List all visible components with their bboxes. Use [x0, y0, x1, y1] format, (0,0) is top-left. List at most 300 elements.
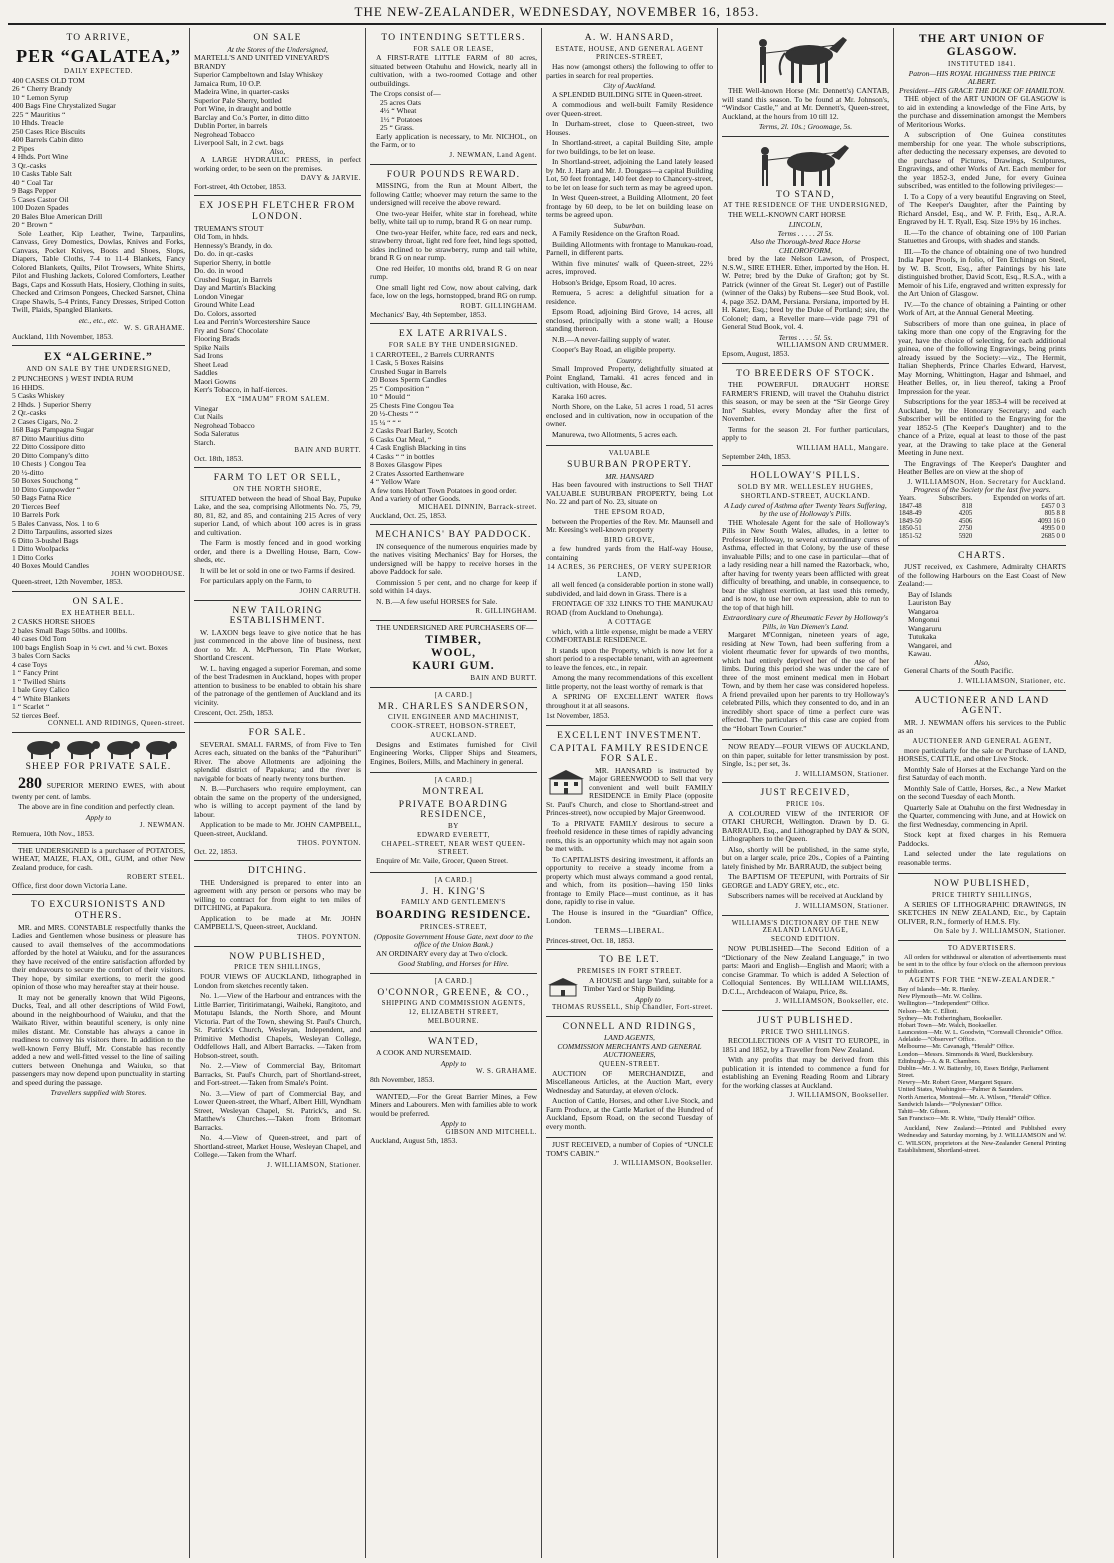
ad-date: Fort-street, 4th October, 1853. — [194, 181, 287, 191]
ad-city: AUCKLAND. — [430, 731, 477, 740]
ad-algerine — [12, 346, 185, 592]
ad-subtitle: AUCTIONEER AND GENERAL AGENT, — [912, 736, 1052, 745]
ad-connell-ridings — [546, 1017, 713, 1138]
ad-body: Among the many recommendations of this excellent little property, not the least worthy of remark is that — [546, 673, 713, 691]
horse-name: CHLOROFORM, — [778, 245, 833, 255]
list-item: 16 HHDS. — [12, 382, 45, 392]
ad-body: FRONTAGE OF 332 LINKS TO THE MANUKAU ROAD (from Auckland to Onehunga). — [546, 599, 713, 617]
ad-oconnor — [370, 974, 537, 1032]
list-item: Maori Gowns — [194, 376, 236, 386]
list-item: 25 acres Oats — [380, 97, 421, 107]
list-item: Lea and Perrin's Worcestershire Sauce — [194, 317, 311, 327]
item-list — [12, 375, 185, 571]
list-item: 10 Ditto Gunpowder “ — [12, 484, 81, 494]
list-item: Wangarei, and — [908, 640, 952, 650]
list-item: London Vinegar — [194, 291, 244, 301]
ad-paddock — [370, 525, 537, 621]
ad-body: W. L. having engaged a superior Foreman, and some of the best Tradesmen in Auckland, hopes with proper attention to business to be enabled to obtain his share of the patronage of the gentlemen of Auckland and its vicinity. — [194, 663, 361, 707]
ad-heading: TO EXCURSIONISTS AND OTHERS. — [30, 900, 167, 922]
ad-heading: CHARTS. — [958, 550, 1006, 561]
ad-body: Monthly Sale of Cattle, Horses, &c., a New Market on the second Tuesday of each Month. — [898, 783, 1066, 802]
item-list — [370, 99, 537, 133]
ad-body: Building Allotments with frontage to Manukau-road, Parnell, in different parts. — [546, 239, 713, 258]
section-label: City of Auckland. — [603, 81, 656, 91]
ad-joseph-fletcher — [194, 196, 361, 468]
list-item: 25 “ Grass. — [380, 123, 414, 133]
item-list — [12, 77, 185, 230]
ad-signature: BAIN AND BURTT. — [294, 446, 361, 455]
ad-city: MELBOURNE. — [427, 1016, 480, 1025]
ad-office: Office, first door down Victoria Lane. — [12, 880, 128, 890]
list-item: 2 CASKS HORSE SHOES — [12, 617, 95, 627]
card-label: [A CARD.] — [434, 875, 473, 884]
ad-body: JUST RECEIVED, a number of Copies of “UNCLE TOM'S CABIN.” — [546, 1140, 713, 1158]
list-item: Bay of Islands—Mr. R. Hanley. — [898, 986, 980, 994]
list-item: Tahiti—Mr. Gibson. — [898, 1107, 950, 1115]
table-cell: £457 0 3 — [1041, 502, 1065, 510]
list-item: 4½ “ Wheat — [380, 106, 417, 116]
ad-body: A Family Residence on the Grafton Road. — [552, 229, 680, 239]
ad-body: THE UNDERSIGNED ARE PURCHASERS OF— — [376, 622, 534, 632]
ad-heading: WANTED, — [428, 1036, 479, 1047]
ad-subtitle: ON THE NORTH SHORE, — [233, 484, 322, 493]
ad-heading: EX JOSEPH FLETCHER FROM LONDON. — [199, 201, 356, 223]
ad-heading: NEW TAILORING ESTABLISHMENT. — [229, 605, 326, 627]
list-item: Superior Pale Sherry, bottled — [194, 95, 282, 105]
ad-subtitle: At the Stores of the Undersigned, — [227, 44, 328, 54]
table-cell: 4093 16 0 — [1037, 517, 1065, 525]
ad-heading: JUST RECEIVED, — [760, 788, 851, 799]
ad-body: A SERIES OF LITHOGRAPHIC DRAWINGS, IN SKETCHES IN NEW ZEALAND, Etc., by Captain OLIVER, R.N., formerly of H.M.S. Fly. — [898, 899, 1066, 926]
ad-body: The above are in fine condition and perfectly clean. — [18, 802, 175, 812]
ad-late-arrivals — [370, 324, 537, 525]
section-label: Country. — [616, 355, 643, 365]
ad-body: No. 1.—View of the Harbour and entrances with the Little Barrier, Tiritirimatangi, Waiheki, Rangitoto, and Motutapu Islands, the North Shore, and Mount Victoria. Part of the Town, shewing St. Paul's Church, St. Patrick's Church, Wesleyan, Independent, and Primitive Methodist Chapels, Wesleyan College, Oddfellows Hall, and Albert Barracks. —Taken from Hobson-street, south. — [194, 991, 361, 1060]
table-cell: 1849-50 — [899, 517, 922, 525]
ad-suburban-property — [546, 446, 713, 726]
ad-heading: TO INTENDING SETTLERS. — [381, 33, 526, 43]
ad-body: MISSING, from the Run at Mount Albert, the following Cattle; whoever may return the same to the undersigned will receive the above reward. — [370, 181, 537, 208]
list-item: 1 Cask, 5 Boxes Raisins — [370, 358, 444, 368]
list-item: 20 “ Brown “ — [12, 220, 53, 230]
ad-note: (Opposite Government House Gate, next door to the office of the Union Bank.) — [373, 931, 533, 950]
ad-body: THE UNDERSIGNED is a purchaser of POTATOES, WHEAT, MAIZE, FLAX, OIL, GUM, and other New Zealand produce, for cash. — [12, 845, 185, 872]
ad-heading: MECHANICS' BAY PADDOCK. — [375, 530, 532, 541]
ad-body: Designs and Estimates furnished for Civil Engineering Works, Clipper Ships and Steamers, Engines, Boilers, Mills, and Machinery in general. — [370, 739, 537, 766]
ad-address: PRINCES-STREET, — [419, 923, 487, 932]
horse-illustration — [751, 33, 861, 85]
ad-signature: J. NEWMAN. — [139, 821, 185, 830]
ad-montreal — [370, 773, 537, 873]
item-list — [12, 618, 185, 720]
ad-body: A COLOURED VIEW of the INTERIOR OF OTAKI CHURCH, Wellington. Drawn by D. G. BARRAUD, Esq., and Lithographed by DAY & SON, Lithographers to the Queen. — [722, 808, 889, 844]
ad-body: Sole Leather, Kip Leather, Twine, Tarpaulins, Canvass, Grey Domestics, Dowlas, Knives and Forks, Canvass, Pocket Knives, Boots and Shoes, Slops, Diapers, Table Cloths, 7-4 to 11-4 Blankets, Fancy Colored Blankets, Quilts, Pilot Trowsers, White Shirts, Pilot and Flushing Jackets, Colored Comforters, Leather Bags, Caps and Kossuth Hats, Hosiery, Clothing in suits, Checked and Crimson Pongees, Checked Sarsnet, China Crape Shawls, 5-4 Prints, Fancy Dresses, Striped Cotton Twill, Plaids, Spangled Blankets. — [12, 228, 185, 315]
ad-body: It will be let or sold in one or two Farms if desired. — [200, 565, 356, 575]
item-list — [370, 634, 537, 673]
list-item: TIMBER, — [425, 634, 482, 647]
table-cell: 1850-51 — [899, 525, 922, 533]
ad-subtitle: EX “IMAUM” FROM SALEM. — [225, 394, 330, 403]
ad-body: Commission 5 per cent, and no charge for keep if sold within 14 days. — [370, 577, 537, 596]
ad-body: W. LAXON begs leave to give notice that he has just commenced in the above line of business, next door to Mr. A. McPherson, Tin Plate Worker, Shortland Crescent. — [194, 627, 361, 663]
ad-body: A HOUSE and large Yard, suitable for a Timber Yard or Ship Building. — [583, 975, 713, 994]
ad-signature: JOHN CARRUTH. — [299, 586, 361, 595]
ad-body: It may not be generally known that Wild Pigeons, Ducks, Teal, and all other descriptions of Wild Fowl, abound in the neighbourhood of Waiuku, and that the Waikato River, within beautiful scenery, is only nine miles distant. Mr. Constable has always a canoe in readiness to convey his visitors there. In addition to the well-known Ferry Bluff, Mr. Constable has recently added a new and well-fitted vessel to the line of sailing cutters between Onehunga and Waiuku, so that passengers may now depend upon punctuality in starting and speed during the passage. — [12, 992, 185, 1087]
ad-heading: TO ARRIVE, — [66, 33, 131, 43]
ad-heading: NOW PUBLISHED, — [933, 879, 1031, 890]
ad-also: Also, — [974, 657, 990, 667]
ad-advertisers — [898, 941, 1066, 1160]
ad-body: The Engravings of The Keeper's Daughter and Heather Belles are on view at the shop of — [898, 458, 1066, 477]
item-list — [370, 351, 537, 504]
list-item: Sandwich Islands—“Polynesian” Office. — [898, 1100, 1003, 1108]
ad-body: Subscribers names will be received at Auckland by — [728, 891, 883, 901]
table-header-row — [898, 495, 1066, 503]
list-item: 22 Ditto Cossipore ditto — [12, 442, 86, 452]
list-item: Melbourne—Mr. Cavanagh, “Herald” Office. — [898, 1043, 1015, 1051]
list-item: Edinburgh—A. & R. Chambers. — [898, 1057, 981, 1065]
ad-heading: EXCELLENT INVESTMENT. — [557, 730, 702, 741]
list-item: 6 Casks Oat Meal, “ — [370, 434, 432, 444]
list-item: Newry—Mr. Robert Greer, Margaret Square. — [898, 1079, 1014, 1087]
list-item: 1 CARROTEEL, 2 Barrels CURRANTS — [370, 349, 495, 359]
ad-note: Extraordinary cure of Rheumatic Fever by Holloway's Pills, in Van Diemen's Land. — [722, 613, 889, 631]
list-item: Negrohead Tobacco — [194, 420, 255, 430]
ad-body: SUPERIOR MERINO EWES, with about twenty per cent. of lambs. — [12, 780, 185, 801]
ad-barrier-mines — [370, 1090, 537, 1149]
ad-cottage: A COTTAGE — [607, 618, 652, 627]
house-illustration — [546, 769, 586, 795]
list-item: 8 Boxes Glasgow Pipes — [370, 460, 442, 470]
list-item: Superior Campbeltown and Islay Whiskey — [194, 70, 323, 80]
table-cell: 4995 0 0 — [1041, 525, 1065, 533]
ad-heading: NOW PUBLISHED, — [229, 951, 326, 962]
ad-body: Application to be made to Mr. JOHN CAMPBELL, Queen-street, Auckland. — [194, 820, 361, 838]
list-item: 40 “ Coal Tar — [12, 177, 53, 187]
ad-subtitle: AND ON SALE BY THE UNDERSIGNED, — [26, 365, 171, 374]
ad-heading: TO BREEDERS OF STOCK. — [736, 368, 875, 379]
ad-auctioneer — [898, 691, 1066, 875]
ad-body: A subscription of One Guinea constitutes membership for one year. The whole subscriptions, after deducting the necessary expenses, are devoted to the purchase of Pictures, Drawings, Sculptures, Engravings, and other Works of Art. Each member for the year 1852-3, ended June, for every Guinea subscribed, was entitled to the following privileges:— — [898, 130, 1066, 191]
list-item: 5 Bales Canvass, Nos. 1 to 6 — [12, 518, 99, 528]
ad-settlers — [370, 28, 537, 165]
ad-investment — [546, 726, 713, 950]
list-item: 2 bales Small Bags 50lbs. and 100lbs. — [12, 625, 128, 635]
ad-date: Epsom, August, 1853. — [722, 349, 790, 359]
ad-signature: BAIN AND BURTT. — [470, 674, 537, 683]
ad-body: Land selected under the late regulations on reasonable terms. — [898, 849, 1066, 867]
list-item: 2 Pipes — [12, 143, 35, 153]
list-item: 2 PUNCHEONS } WEST INDIA RUM — [12, 374, 134, 384]
list-item: Day and Martin's Blacking — [194, 283, 276, 293]
ad-body: Quarterly Sale at Otahuhu on the first Wednesday in the Quarter, commencing with June, and at Howick on the first Wednesday, commencing in April. — [898, 802, 1066, 829]
agents-list — [898, 986, 1066, 1122]
ad-date: Mechanics' Bay, 4th September, 1853. — [370, 309, 487, 319]
ad-subtitle: ESTATE, HOUSE, AND GENERAL AGENT — [555, 44, 704, 53]
ad-lithographic — [898, 874, 1066, 941]
ad-excursionists — [12, 895, 185, 1101]
list-item: Hennessy's Brandy, in do. — [194, 240, 273, 250]
ad-heading: VALUABLE — [608, 449, 651, 458]
ad-charts — [898, 546, 1066, 691]
ad-heading: TO ADVERTISERS. — [947, 943, 1017, 952]
list-item: Do. Colors, assorted — [194, 308, 257, 318]
ad-reward — [370, 165, 537, 324]
ad-hansard — [546, 28, 713, 446]
ad-heading: FARM TO LET OR SELL, — [213, 473, 342, 484]
ad-art-union — [898, 28, 1066, 546]
list-item: 1 Ditto Woolpacks — [12, 544, 69, 554]
list-item: Crushed Sugar, in Barrels — [194, 274, 273, 284]
ad-subtitle: LAND AGENTS, — [604, 1033, 655, 1043]
progress-table — [898, 495, 1066, 541]
list-item: United States, Washington—Palmer & Saunders. — [898, 1086, 1024, 1094]
ad-body: The BAPTISM OF TE'EPUNI, with Portraits of Sir GEORGE and LADY GREY, etc., etc. — [722, 872, 889, 890]
ad-subtitle: INSTITUTED 1841. — [948, 59, 1016, 68]
ad-heading: WILLIAMS'S DICTIONARY OF THE NEW ZEALAND LANGUAGE, — [731, 918, 880, 935]
ad-signature: THOS. POYNTON. — [297, 932, 361, 941]
ad-body: A COOK AND NURSEMAID. — [376, 1048, 472, 1058]
ad-signature: ROBERT STEEL. — [126, 873, 185, 882]
table-cell: 5920 — [958, 532, 973, 540]
ad-subtitle: MR. HANSARD — [605, 471, 654, 481]
ad-signature: JOHN WOODHOUSE. — [111, 569, 185, 578]
list-item: Sad Irons — [194, 351, 223, 361]
ad-apply: Apply to — [85, 812, 112, 822]
ad-for-sale — [194, 723, 361, 861]
ad-body: Small Improved Property, delightfully situated at Point England, Tamaki. 41 acres fenced and in cultivation, with House, &c. — [546, 364, 713, 391]
ad-body: One red Heifer, 10 months old, brand R G on near rump. — [370, 263, 537, 282]
item-list — [898, 591, 1066, 659]
ad-ditching — [194, 861, 361, 946]
ad-address: COOK-STREET, HOBSON-STREET, — [390, 722, 517, 731]
ad-now-ready — [722, 740, 889, 783]
ad-body: N. B.—Purchasers who require employment, can obtain the same on the property of the undersigned, who is willing to accept payment of the land by labour. — [194, 784, 361, 819]
ad-body: To CAPITALISTS desiring investment, it affords an opportunity to receive a steady income from a property which must always command a good rental, and which, from its position—having 150 links frontage to Emily Place—must continue, as it has done, rapidly to rise in value. — [546, 854, 713, 907]
ad-signature: THOMAS RUSSELL, Ship Chandler, Fort-street. — [551, 1003, 713, 1012]
card-label: [A CARD.] — [434, 776, 473, 785]
table-cell: 818 — [962, 502, 973, 510]
list-item: 20 Tierces Beef — [12, 501, 60, 511]
ad-heading: ON SALE — [253, 33, 302, 43]
ad-body: Stock kept at fixed charges in his Remuera Paddocks. — [898, 830, 1066, 848]
masthead: THE NEW-ZEALANDER, WEDNESDAY, NOVEMBER 16, 1853. — [8, 4, 1106, 25]
ad-body: THE Undersigned is prepared to enter into an agreement with any person or persons who may be willing to contract for from eight to ten miles of DITCHING, at Papakura. — [194, 877, 361, 913]
ad-dictionary — [722, 916, 889, 1011]
table-cell: 1851-52 — [899, 532, 922, 540]
ad-body: Remuera, 5 acres: a delightful situation for a residence. — [546, 288, 713, 306]
ad-body: A SPLENDID BUILDING SITE in Queen-street. — [552, 89, 703, 99]
ad-body: A LARGE HYDRAULIC PRESS, in perfect working order, to be seen on the premises. — [194, 155, 361, 173]
list-item: Mongonui — [908, 615, 940, 625]
list-item: 4 case Toys — [12, 659, 48, 669]
ad-subtitle: FAMILY AND GENTLEMEN'S — [401, 898, 506, 907]
columns — [8, 28, 1106, 1558]
ad-note: A Lady cured of Asthma after Twenty Years Suffering, by the use of Holloway's Pills. — [724, 500, 887, 519]
ad-address: PRINCES-STREET, — [595, 53, 663, 62]
list-item: 50 Bags Patna Rice — [12, 493, 72, 503]
ad-sanderson — [370, 688, 537, 773]
horse-illustration — [751, 142, 861, 188]
ad-road: THE EPSOM ROAD, — [593, 507, 666, 516]
list-item: 2 Cases Cigars, No. 2 — [12, 416, 78, 426]
ad-body: The Farm is mostly fenced and in good working order, and there is a Dwelling House, Barn, Cow-sheds, etc. — [194, 538, 361, 565]
privilege-item: II.—To the chance of obtaining one of 100 Parian Statuettes and Groups, with shades and stands. — [898, 227, 1066, 246]
ad-body: N.B.—A never-failing supply of water. — [552, 334, 671, 344]
ad-body: North Shore, on the Lake, 51 acres 1 road, 51 acres enclosed and in cultivation, now in occupation of the owner. — [546, 402, 713, 429]
list-item: Crushed Sugar in Barrels — [370, 366, 447, 376]
list-item: Kerr's Tobacco, in half-tierces. — [194, 385, 288, 395]
ad-apply: Apply to — [440, 1058, 467, 1068]
column-2 — [190, 28, 366, 1558]
column-3 — [366, 28, 542, 1558]
list-item: 52 tierces Beef. — [12, 710, 60, 720]
list-item: 4 “ Yellow Ware — [370, 477, 420, 487]
ad-body: THE Well-known Horse (Mr. Dennett's) CANTAB, will stand this season. To be found at Mr. Johnson's, “Windsor Castle,” and at Mr. Dennett's, Queen-street, Auckland, at the hours from 10 till 12. — [722, 86, 889, 121]
ad-signature: J. WILLIAMSON, Stationer. — [795, 769, 889, 778]
list-item: Cut Nails — [194, 412, 223, 422]
ad-heading: CONNELL AND RIDINGS, — [562, 1021, 697, 1032]
list-item: 10 Casks Table Salt — [12, 169, 72, 179]
ad-body: THE object of the ART UNION OF GLASGOW is to aid in extending a knowledge of the Fine Arts, by the purchase and dissemination amongst the Members of Meritorious Works. — [898, 94, 1066, 129]
table-row — [898, 503, 1066, 511]
ad-date: Auckland, 11th November, 1853. — [12, 331, 114, 341]
ad-title: MR. CHARLES SANDERSON, — [378, 701, 529, 712]
ad-body: It stands upon the Property, which is now let for a short period to a respectable tenant, with an agreement to leave the fences, etc., in repair. — [546, 645, 713, 672]
ad-body: SEVERAL SMALL FARMS, of from Five to Ten Acres each, situated on the banks of the “Pahurihuri” River. The above Allotments are adjoining the splendid district of Papakura; and the river is navigable for boats of nearly twenty tons burthen. — [194, 739, 361, 783]
ad-body: SITUATED between the head of Shoal Bay, Pupuke Lake, and the sea, comprising Allotments No. 75, 79, 80, 81, 82, and 85, and containing 215 Acres of very superior Land, of which about 100 acres is in grass and cultivation. — [194, 493, 361, 537]
list-item: 2 Casks Pearl Barley, Scotch — [370, 426, 458, 436]
list-item: 15 ¼ “ “ “ — [370, 417, 401, 427]
ad-body: For particulars apply on the Farm, to — [200, 576, 312, 586]
ad-signature: DAVY & JARVIE. — [300, 174, 361, 183]
ad-signature: J. WILLIAMSON, Stationer, etc. — [957, 676, 1066, 685]
ad-body: A FIRST-RATE LITTLE FARM of 80 acres, situated between Otahuhu and Howick, nearly all in cultivation, with a two-roomed Cottage and other outbuildings. — [370, 53, 537, 88]
ad-body: With any profits that may be derived from this publication it is intended to commence a fund for establishing an Evening Reading Room and Library for the working classes at Auckland. — [722, 1055, 889, 1090]
ad-body: MR. and MRS. CONSTABLE respectfully thanks the Ladies and Gentlemen whose business or pleasure has caused to avail themselves of the accommodations afforded by the hotel at Waiuku, and for the assurances they have received of the entire satisfaction afforded by their endeavours to secure the comfort of their visitors. They hope, by similar exertions, to merit the good opinion of those who may hereafter stay at their house. — [12, 922, 185, 992]
ad-subtitle: DAILY EXPECTED. — [63, 66, 134, 75]
list-item: Lauriston Bay — [908, 598, 952, 608]
column-4 — [542, 28, 718, 1558]
card-label: [A CARD.] — [434, 690, 473, 699]
ad-date: Remuera, 10th Nov., 1853. — [12, 829, 94, 839]
ad-signature: MICHAEL DINNIN, Barrack-street. — [418, 502, 537, 511]
ad-address: 12, ELIZABETH STREET, — [408, 1008, 499, 1017]
ad-title: MONTREAL — [422, 787, 485, 798]
list-item: 4 Casks “ “ in bottles — [370, 451, 435, 461]
ad-body: AUCTION OF MERCHANDIZE, and Miscellaneous Articles, at the Auction Mart, every Wednesday and Saturday, at eleven o'clock. — [546, 1068, 713, 1095]
ad-body: THE WELL-KNOWN CART HORSE — [728, 209, 846, 219]
list-item: Jamaica Rum, 10 O.P. — [194, 78, 262, 88]
list-item: TRUEMAN'S STOUT — [194, 223, 264, 233]
table-cell: 805 8 8 — [1044, 510, 1065, 518]
ad-body: Subscriptions for the year 1853-4 will be received at Auckland, by the Honorary Secretary; and each Subscriber will be entitled to the Engraving for the year 1852-5 (The Keeper's Daughter) and to the chance of a Prize, equal at least to those of the past year, at the Drawing to take place at the General Meeting in June next. — [898, 397, 1066, 458]
ad-signature: GIBSON AND MITCHELL. — [445, 1127, 537, 1136]
ad-body: Within five minutes' walk of Queen-street, 22½ acres, improved. — [546, 258, 713, 277]
ad-signature: J. WILLIAMSON, Stationer. — [267, 1160, 361, 1169]
ad-price: PRICE TWO SHILLINGS. — [760, 1027, 851, 1036]
list-item: Dublin—Mr. J. W. Battersby, 10, Essex Bridge, Parliament Street. — [898, 1064, 1049, 1080]
ad-heading: JUST PUBLISHED. — [757, 1015, 854, 1026]
ad-body: In Shortland-street, adjoining the Land lately leased by Mr. J. Harp and Mr. J. Dougass—a capital Building Lot, 50 feet frontage, 140 feet deep to Chancery-street, to be let on lease for such term as may be agreed upon. — [546, 157, 713, 192]
ad-price: PRICE THIRTY SHILLINGS, — [932, 890, 1032, 899]
ad-body: Enquire of Mr. Vaile, Grocer, Queen Street. — [376, 856, 508, 866]
ad-body: N. B.—A few useful HORSES for Sale. — [376, 596, 498, 606]
table-body — [898, 503, 1066, 541]
table-header: Subscribers. — [938, 494, 973, 502]
list-item: 6 Ditto 3-bushel Bags — [12, 535, 79, 545]
ad-subtitle: SHIPPING AND COMMISSION AGENTS, — [381, 999, 526, 1008]
list-item: 4 “ White Blankets — [12, 693, 70, 703]
list-item: 400 Barrels Cabin ditto — [12, 135, 84, 145]
ad-body: IN consequence of the numerous enquiries made by the natives visiting Mechanics' Bay for Horses, the undersigned will be happy to receive horses in the above Paddock for sale. — [370, 541, 537, 577]
list-item: 10 Barrels Pork — [12, 510, 60, 520]
list-item: 4 Hhds. Port Wine — [12, 152, 69, 162]
list-item: Sydney—Mr. Fotheringham, Bookseller. — [898, 1014, 1003, 1022]
list-item: And a variety of other Goods. — [370, 494, 461, 504]
ad-uncle-toms-cabin — [546, 1138, 713, 1172]
ad-heading: ON SALE. — [72, 596, 125, 607]
ad-body: MR. J. NEWMAN offers his services to the Public as an — [898, 717, 1066, 736]
ad-heading: TO STAND, — [776, 189, 835, 200]
list-item: Do. do. in qr.-casks — [194, 249, 254, 259]
table-cell: 1847-48 — [899, 502, 922, 510]
ad-body: Terms for the season 2l. For further particulars, apply to — [722, 424, 889, 443]
ad-date: September 24th, 1853. — [722, 451, 791, 461]
table-row — [898, 525, 1066, 533]
ad-body: Margaret M'Connigan, nineteen years of age, residing at New Town, had been suffering from a violent rheumatic fever for upwards of two months, which had entirely deprived her of the use of her limbs. During this period she was under the care of three of the most eminent medical men in Hobart Town, and by them her case was considered hopeless. A friend prevailed upon her parents to try Holloway's celebrated Pills, which they consented to do, and in an incredibly short space of time a perfect cure was effected. The particulars of this case are copied from the “Hobart Town Courier.” — [722, 630, 889, 733]
list-item: Vinegar — [194, 403, 219, 413]
table-row — [898, 518, 1066, 526]
ad-body: which, with a little expense, might be made a VERY COMFORTABLE RESIDENCE. — [546, 626, 713, 645]
ad-signature: On Sale by J. WILLIAMSON, Stationer. — [933, 927, 1066, 936]
table-header: Expended on works of art. — [993, 494, 1065, 502]
ad-body: THE Wholesale Agent for the sale of Holloway's Pills in New South Wales, alludes, in a letter to Professor Holloway, to several extraordinary cures of Asthma, effected in that Colony, by the use of these invaluable Pills; and to one case in particular—that of a lady residing near a hill named the Razorback, who, after having for twenty years been afflicted with great difficulty of breathing, and unable, in consequence, to bear the slightest exertion, at last used this remedy, and is now, to use her own expression, able to run to the top of that high hill. — [722, 517, 889, 612]
column-1 — [8, 28, 190, 1558]
ad-date: Auckland, August 5th, 1853. — [370, 1135, 458, 1145]
ad-body: bred by the late Nelson Lawson, of Prospect, N.S.W., SIRE ETHER. Ether, imported by the Hon. H. W. Petre; bred by the Duke of Grafton; got by St. Patrick (winner of the Great St. Leger) out of Pastille (winner of the Oaks) by Rubens—see Stud Book, vol. 4, page 352. DAM, Persiana. Persiana, imported by H. H. Kater, Esq.; bred by the Duke of Portland; sire, the Colonel; dam, a Reveller mare—vide page 791 of General Stud Book, vol. 4. — [722, 254, 889, 332]
list-item: Launceston—Mr. W. L. Goodwin, “Cornwall Chronicle” Office. — [898, 1029, 1063, 1037]
list-item: 400 Bags Fine Chrystalized Sugar — [12, 101, 116, 111]
ad-king — [370, 873, 537, 974]
ad-patron: Patron—HIS ROYAL HIGHNESS THE PRINCE ALBERT. — [908, 68, 1056, 87]
ad-signature: J. WILLIAMSON, Bookseller. — [613, 1159, 713, 1168]
ad-subtitle: CIVIL ENGINEER AND MACHINIST, — [388, 713, 519, 722]
ad-just-received — [722, 783, 889, 915]
ad-body: WANTED,—For the Great Barrier Mines, a Few Miners and Labourers. Men with families able to work would be preferred. — [370, 1091, 537, 1118]
ad-heading: TO BE LET. — [599, 955, 660, 966]
ad-heading: AUCTIONEER AND LAND AGENT. — [914, 695, 1050, 717]
ad-steel — [12, 844, 185, 896]
ad-date: Oct. 18th, 1853. — [194, 453, 244, 463]
ad-body: No. 4.—View of Queen-street, and part of Shortland-street, Market House, Wesleyan Chapel, and College.—Taken from the Wharf. — [194, 1133, 361, 1160]
table-title: Progress of the Society for the last five years. — [913, 485, 1051, 495]
ad-body: No. 3.—View of part of Commercial Bay, and Lower Queen-street, the Wharf, Albert Hill, Wyndham Street, Wesleyan Chapel, St. Patrick's, and St. Matthew's Churches.—Taken from Britomart Barracks. — [194, 1088, 361, 1132]
ad-body: One small light red Cow, now about calving, dark face, low on the legs, hornstopped, brand RG on rump. — [370, 282, 537, 301]
ad-heading: FOUR POUNDS REWARD. — [386, 169, 521, 180]
ad-subtitle: EX HEATHER BELL. — [61, 608, 136, 617]
list-item: Negrohead Tobacco — [194, 129, 255, 139]
ad-date: 1st November, 1853. — [546, 711, 610, 721]
list-item: 40 Boxes Mould Candles — [12, 561, 89, 571]
ad-body: A SPRING OF EXCELLENT WATER flows throughout it at all seasons. — [546, 692, 713, 710]
ad-body: between the Properties of the Rev. Mr. Maunsell and Mr. Keesing's well-known property — [546, 516, 713, 535]
ad-signature: W. S. GRAHAME. — [124, 324, 185, 333]
list-item: 2 Ditto Tarpaulins, assorted sizes — [12, 527, 113, 537]
ad-body: Has been favoured with instructions to Sell THAT VALUABLE SUBURBAN PROPERTY, being Lot No. 22 and part of No. 23, situate on — [546, 480, 713, 507]
imprint: Auckland, New Zealand:—Printed and Published every Wednesday and Saturday morning, by J. WILLIAMSON and W. C. WILSON, proprietors at the New-Zealander General Printing Establishment, Shortland-street. — [898, 1125, 1066, 1154]
ad-note: Good Stabling, and Horses for Hire. — [398, 959, 509, 969]
